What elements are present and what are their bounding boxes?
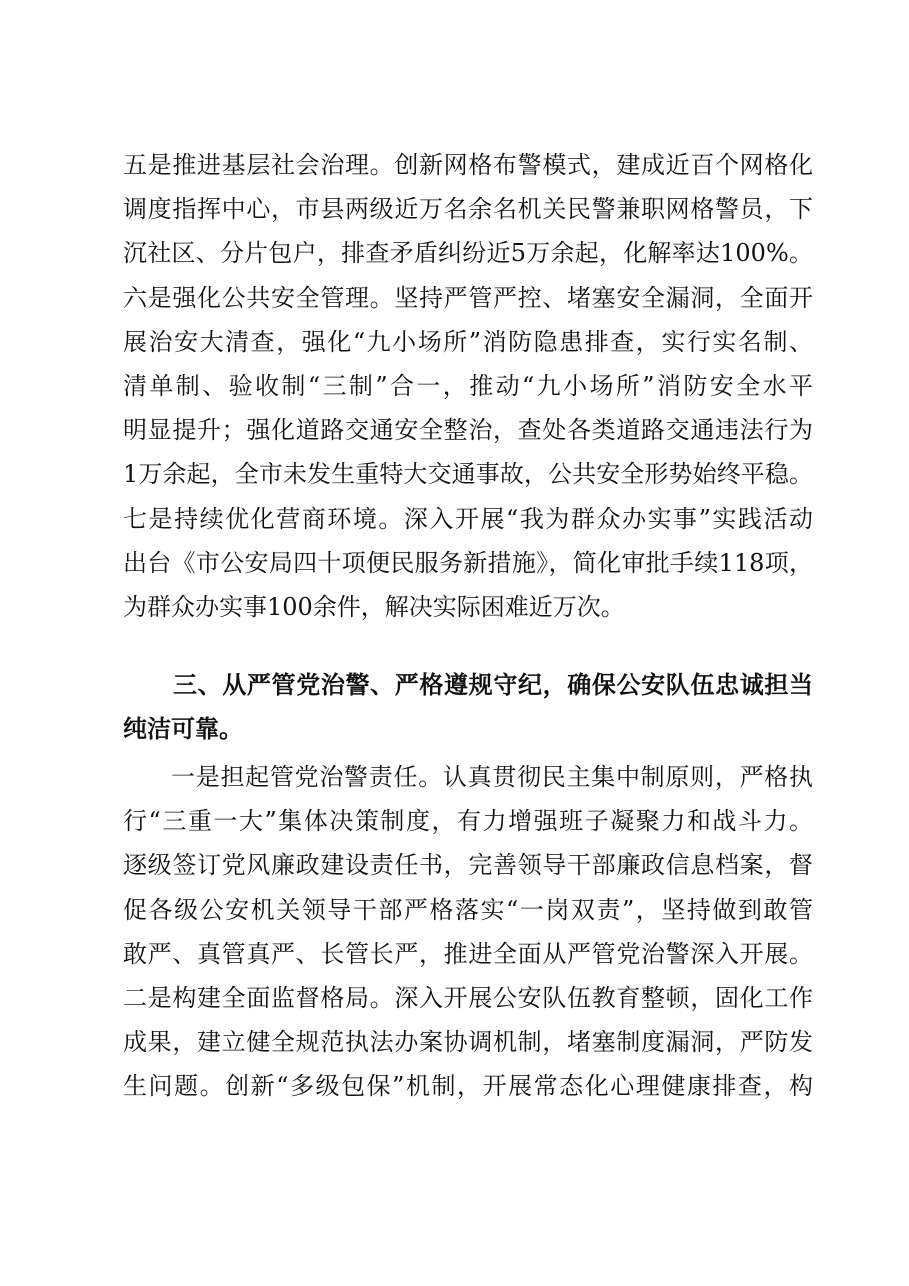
text-line: 清单制、验收制“三制”合一，推动“九小场所”消防安全水平 bbox=[123, 371, 813, 400]
text-line: 生问题。创新“多级包保”机制，开展常态化心理健康排查，构 bbox=[123, 1072, 813, 1101]
text-line: 七是持续优化营商环境。深入开展“我为群众办实事”实践活动 bbox=[123, 504, 813, 533]
section-heading bbox=[123, 663, 813, 751]
heading-line: 三、从严管党治警、严格遵规守纪，确保公安队伍忠诚担当 bbox=[173, 671, 813, 699]
text-line: 明显提升；强化道路交通安全整治，查处各类道路交通违法行为 bbox=[123, 416, 813, 445]
text-line: 成果，建立健全规范执法办案协调机制，堵塞制度漏洞，严防发 bbox=[123, 1028, 813, 1057]
paragraph-public-safety-measures bbox=[123, 143, 813, 629]
text-line: 出台《市公安局四十项便民服务新措施》，简化审批手续118项， bbox=[123, 548, 813, 577]
text-line: 二是构建全面监督格局。深入开展公安队伍教育整顿，固化工作 bbox=[123, 983, 813, 1012]
text-line: 六是强化公共安全管理。坚持严管严控、堵塞安全漏洞，全面开 bbox=[123, 283, 813, 312]
text-line: 调度指挥中心，市县两级近万名余名机关民警兼职网格警员，下 bbox=[123, 195, 813, 224]
text-line: 为群众办实事100余件，解决实际困难近万次。 bbox=[123, 592, 625, 621]
text-line: 展治安大清查，强化“九小场所”消防隐患排查，实行实名制、 bbox=[123, 327, 813, 356]
text-line: 一是担起管党治警责任。认真贯彻民主集中制原则，严格执 bbox=[171, 763, 813, 791]
text-line: 促各级公安机关领导干部严格落实“一岗双责”，坚持做到敢管 bbox=[123, 895, 813, 924]
text-line: 沉社区、分片包户，排查矛盾纠纷近5万余起，化解率达100%。 bbox=[123, 239, 813, 268]
text-line: 行“三重一大”集体决策制度，有力增强班子凝聚力和战斗力。 bbox=[123, 807, 813, 836]
text-line: 逐级签订党风廉政建设责任书，完善领导干部廉政信息档案，督 bbox=[123, 851, 813, 880]
text-line: 1万余起，全市未发生重特大交通事故，公共安全形势始终平稳。 bbox=[123, 460, 813, 489]
paragraph-party-discipline bbox=[123, 755, 813, 1109]
text-line: 五是推进基层社会治理。创新网格布警模式，建成近百个网格化 bbox=[123, 151, 813, 179]
heading-line: 纯洁可靠。 bbox=[123, 715, 243, 743]
text-line: 敢严、真管真严、长管长严，推进全面从严管党治警深入开展。 bbox=[123, 939, 813, 968]
